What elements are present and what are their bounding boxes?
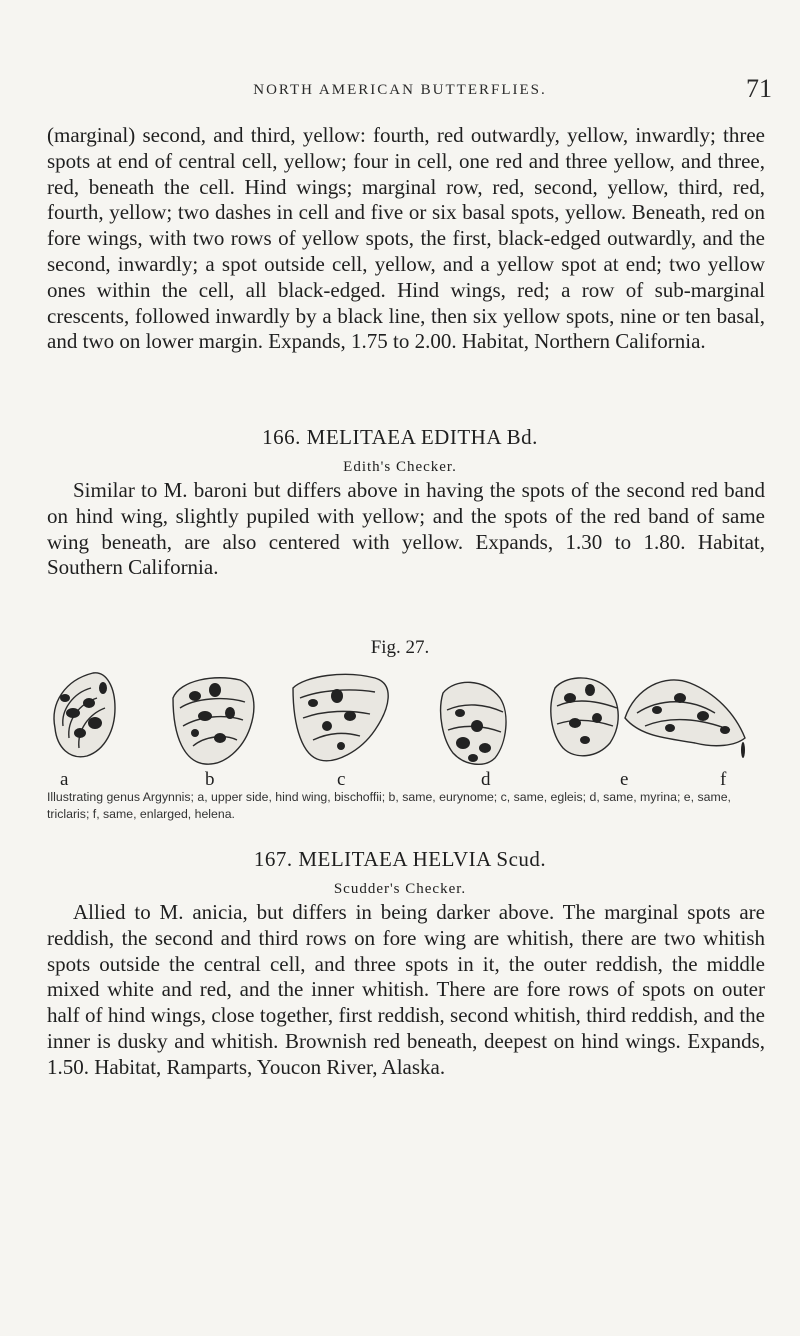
- figure-label: Fig. 27.: [370, 637, 430, 658]
- species-heading-166: [0, 424, 800, 450]
- species-number-name: 166. MELITAEA EDITHA: [262, 425, 501, 449]
- wing-drawing-c: [293, 674, 388, 760]
- common-name-167: [0, 873, 800, 902]
- common-name: Edith's Checker.: [343, 459, 457, 475]
- wing-drawing-a: [54, 673, 115, 757]
- species-author: Scud.: [496, 847, 547, 871]
- wing-drawing-f: [625, 680, 745, 758]
- wing-drawing-e: [551, 678, 618, 756]
- species-description-167: [47, 900, 765, 1081]
- common-name-166: [0, 451, 800, 480]
- figure-27-wing-illustrations: [45, 668, 765, 768]
- wing-drawing-d: [441, 682, 506, 764]
- species-author: Bd.: [506, 425, 538, 449]
- figure-letter-f: f: [720, 769, 727, 790]
- description-text: Similar to M. baroni but differs above in having the spots of the second red band on hind wing, slightly pupiled with yellow; and the spots of the red band of same wing beneath, are also centered with yellow. Expands, 1.30 to 1.80. Habitat, Southern California.: [47, 478, 765, 580]
- common-name: Scudder's Checker.: [333, 881, 467, 897]
- figure-letter-e: e: [620, 769, 629, 790]
- wing-drawings: [45, 668, 765, 768]
- description-text: Allied to M. anicia, but differs in being darker above. The marginal spots are reddish, the second and third rows on fore wing are whitish, there are two whitish spots outside the central cell, and three spots in it, the outer reddish, the middle mixed white and red, and the inner whitish. There are fore rows of spots on outer half of hind wings, close together, first reddish, second whitish, third reddish, and the inner is dusky and whitish. Brownish red beneath, deepest on hind wings. Expands, 1.50. Habitat, Ramparts, Youcon River, Alaska.: [47, 900, 765, 1079]
- figure-letters: [0, 769, 800, 791]
- species-number-name: 167. MELITAEA HELVIA: [253, 847, 491, 871]
- running-title: NORTH AMERICAN BUTTERFLIES.: [253, 82, 547, 98]
- figure-letter-d: d: [481, 769, 491, 790]
- running-head: [0, 74, 800, 108]
- figure-letter-b: b: [205, 769, 215, 790]
- paragraph-continued: [47, 123, 765, 355]
- page-number: 71: [746, 74, 772, 103]
- wing-drawing-b: [173, 678, 254, 764]
- species-heading-167: [0, 846, 800, 872]
- species-description-166: [47, 478, 765, 581]
- figure-letter-c: c: [337, 769, 346, 790]
- paragraph-text: (marginal) second, and third, yellow: fourth, red outwardly, yellow, inwardly; three spots at end of central cell, yellow; four in cell, one red and three yellow, and three, red, beneath the cell. Hind wings; marginal row, red, second, yellow, third, red, fourth, yellow; two dashes in cell and five or six basal spots, yellow. Beneath, red on fore wings, with two rows of yellow spots, the first, black-edged outwardly, and the second, inwardly; a spot outside cell, yellow, and a yellow spot at end; two yellow ones within the cell, all black-edged. Hind wings, red; a row of sub-marginal crescents, followed inwardly by a black line, then six yellow spots, nine or ten basal, and two on lower margin. Expands, 1.75 to 2.00. Habitat, Northern California.: [47, 123, 765, 354]
- figure-caption: Illustrating genus Argynnis; a, upper side, hind wing, bischoffii; b, same, eurynome; c, same, egleis; d, same, myrina; e, same, triclaris; f, same, enlarged, helena.: [47, 790, 731, 821]
- figure-letter-a: a: [60, 769, 69, 790]
